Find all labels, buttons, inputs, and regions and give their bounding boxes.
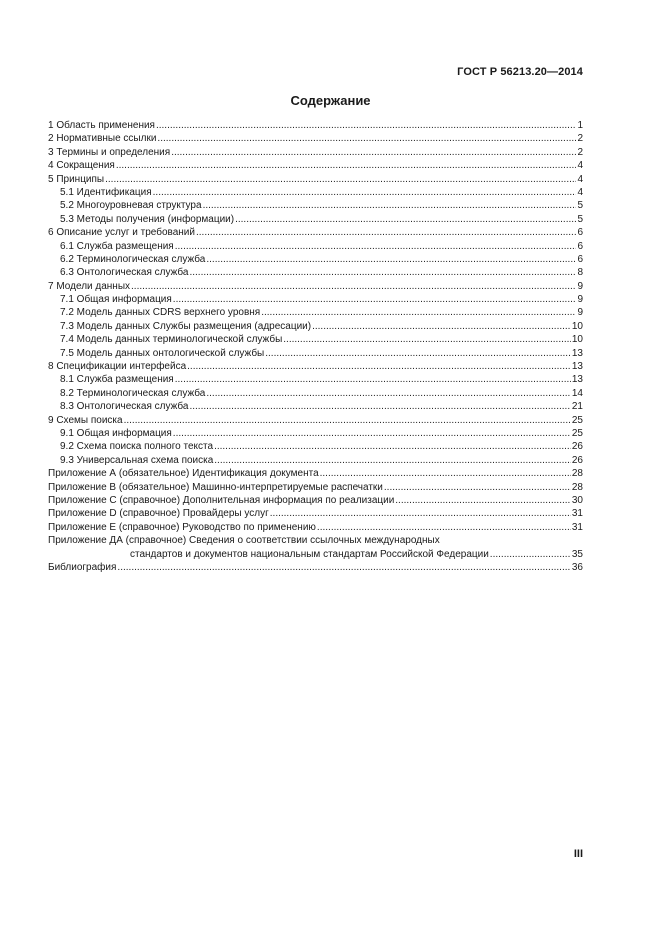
toc-entry xyxy=(48,173,583,186)
dot-leader xyxy=(131,280,576,293)
toc-entry-text: 8.1 Служба размещения xyxy=(60,374,174,386)
toc-entry xyxy=(48,440,583,453)
table-of-contents xyxy=(48,119,583,574)
toc-entry xyxy=(48,333,583,346)
dot-leader xyxy=(312,320,571,333)
toc-entry-page: 30 xyxy=(571,494,583,506)
toc-entry-text: 6.1 Служба размещения xyxy=(60,240,174,252)
toc-entry-page: 13 xyxy=(571,374,583,386)
toc-entry-page: 2 xyxy=(577,133,583,145)
toc-entry-text: 7.4 Модель данных терминологической службы xyxy=(60,334,283,346)
dot-leader xyxy=(317,521,571,534)
toc-entry-text: 7.5 Модель данных онтологической службы xyxy=(60,347,265,359)
toc-entry-annex-da-line2 xyxy=(48,548,583,561)
toc-entry-text: 6.2 Терминологическая служба xyxy=(60,253,206,265)
toc-entry xyxy=(48,132,583,145)
dot-leader xyxy=(196,226,576,239)
dot-leader xyxy=(214,440,571,453)
dot-leader xyxy=(214,454,571,467)
toc-entry xyxy=(48,481,583,494)
toc-entry-page: 28 xyxy=(571,481,583,493)
toc-entry-page: 26 xyxy=(571,441,583,453)
toc-entry-page: 35 xyxy=(571,548,583,560)
toc-entry-page: 13 xyxy=(571,347,583,359)
toc-entry xyxy=(48,253,583,266)
toc-entry-page: 5 xyxy=(577,213,583,225)
dot-leader xyxy=(173,293,577,306)
toc-entry-text: Приложение А (обязательное) Идентификация документа xyxy=(48,468,319,480)
toc-entry-page: 6 xyxy=(577,240,583,252)
toc-entry-text: 6.3 Онтологическая служба xyxy=(60,267,189,279)
toc-entry-text: Приложение Е (справочное) Руководство по применению xyxy=(48,521,316,533)
toc-entry-page: 13 xyxy=(571,361,583,373)
page-number: III xyxy=(573,848,583,860)
toc-entry-page: 31 xyxy=(571,521,583,533)
toc-entry-page: 4 xyxy=(577,186,583,198)
toc-entry xyxy=(48,494,583,507)
toc-entry-page: 31 xyxy=(571,508,583,520)
toc-entry-page: 4 xyxy=(577,173,583,185)
dot-leader xyxy=(157,132,576,145)
toc-entry-text: Библиография xyxy=(48,561,117,573)
toc-entry-page: 21 xyxy=(571,401,583,413)
toc-entry xyxy=(48,146,583,159)
toc-entry-text: 5.2 Многоуровневая структура xyxy=(60,200,202,212)
dot-leader xyxy=(171,146,576,159)
dot-leader xyxy=(235,213,576,226)
toc-entry-text: 5.3 Методы получения (информации) xyxy=(60,213,235,225)
toc-entry xyxy=(48,454,583,467)
toc-entry xyxy=(48,119,583,132)
toc-entry-text: 8.2 Терминологическая служба xyxy=(60,387,206,399)
dot-leader xyxy=(124,414,571,427)
toc-entry-text: 7.2 Модель данных CDRS верхнего уровня xyxy=(60,307,261,319)
dot-leader xyxy=(270,507,571,520)
toc-entry xyxy=(48,213,583,226)
dot-leader xyxy=(156,119,576,132)
toc-entry-page: 28 xyxy=(571,468,583,480)
toc-entry xyxy=(48,186,583,199)
toc-entry-page: 36 xyxy=(571,561,583,573)
toc-entry xyxy=(48,387,583,400)
document-code: ГОСТ Р 56213.20—2014 xyxy=(457,66,583,78)
toc-entry xyxy=(48,199,583,212)
toc-entry xyxy=(48,347,583,360)
toc-entry-page: 4 xyxy=(577,160,583,172)
toc-entry-page: 26 xyxy=(571,454,583,466)
dot-leader xyxy=(206,387,571,400)
dot-leader xyxy=(206,253,576,266)
dot-leader xyxy=(261,306,576,319)
toc-entry-text: 6 Описание услуг и требований xyxy=(48,227,195,239)
dot-leader xyxy=(189,266,576,279)
dot-leader xyxy=(117,561,570,574)
toc-entry xyxy=(48,467,583,480)
toc-entry-text: 3 Термины и определения xyxy=(48,146,171,158)
toc-entry xyxy=(48,280,583,293)
toc-entry-page: 9 xyxy=(577,307,583,319)
toc-entry-page: 9 xyxy=(577,280,583,292)
toc-entry-bibliography xyxy=(48,561,583,574)
toc-entry-text: 8.3 Онтологическая служба xyxy=(60,401,189,413)
toc-entry-page: 6 xyxy=(577,227,583,239)
toc-entry xyxy=(48,360,583,373)
toc-entry-page: 9 xyxy=(577,294,583,306)
toc-entry xyxy=(48,306,583,319)
toc-entry-page: 25 xyxy=(571,427,583,439)
toc-entry-page: 14 xyxy=(571,387,583,399)
toc-entry-text: 5.1 Идентификация xyxy=(60,186,152,198)
toc-entry-text: 2 Нормативные ссылки xyxy=(48,133,157,145)
toc-entry-page: 5 xyxy=(577,200,583,212)
toc-entry-text: 9.1 Общая информация xyxy=(60,427,172,439)
toc-entry-text: Приложение В (обязательное) Машинно-интерпретируемые распечатки xyxy=(48,481,383,493)
toc-entry-page: 1 xyxy=(577,120,583,131)
dot-leader xyxy=(173,427,571,440)
dot-leader xyxy=(283,333,571,346)
toc-entry-text: стандартов и документов национальным стандартам Российской Федерации xyxy=(130,548,489,560)
dot-leader xyxy=(105,173,576,186)
toc-entry-page: 10 xyxy=(571,320,583,332)
dot-leader xyxy=(395,494,571,507)
toc-entry-text: 9.3 Универсальная схема поиска xyxy=(60,454,214,466)
toc-entry-page: 10 xyxy=(571,334,583,346)
dot-leader xyxy=(187,360,571,373)
toc-entry-page: 6 xyxy=(577,253,583,265)
toc-entry xyxy=(48,507,583,520)
dot-leader xyxy=(384,481,571,494)
toc-title: Содержание xyxy=(290,93,371,108)
toc-entry-text: 1 Область применения xyxy=(48,120,155,131)
toc-entry-annex-da-line1 xyxy=(48,534,583,547)
toc-entry-text: Приложение D (справочное) Провайдеры услуг xyxy=(48,508,269,520)
toc-entry xyxy=(48,240,583,253)
dot-leader xyxy=(320,467,571,480)
toc-entry-page: 8 xyxy=(577,267,583,279)
toc-entry-text: 5 Принципы xyxy=(48,173,105,185)
toc-entry-page: 25 xyxy=(571,414,583,426)
toc-entry xyxy=(48,226,583,239)
dot-leader xyxy=(175,240,577,253)
toc-entry xyxy=(48,266,583,279)
toc-entry xyxy=(48,400,583,413)
toc-entry-text: 4 Сокращения xyxy=(48,160,115,172)
dot-leader xyxy=(189,400,570,413)
toc-entry xyxy=(48,427,583,440)
toc-entry xyxy=(48,414,583,427)
toc-entry-text: 8 Спецификации интерфейса xyxy=(48,361,187,373)
dot-leader xyxy=(203,199,577,212)
dot-leader xyxy=(490,548,571,561)
toc-entry-text: 7.3 Модель данных Службы размещения (адресации) xyxy=(60,320,312,332)
toc-entry-page: 2 xyxy=(577,146,583,158)
dot-leader xyxy=(265,347,571,360)
toc-entry xyxy=(48,521,583,534)
toc-entry xyxy=(48,293,583,306)
toc-entry-text: 7.1 Общая информация xyxy=(60,294,172,306)
toc-entry-text: 9.2 Схема поиска полного текста xyxy=(60,441,214,453)
toc-entry-text: 7 Модели данных xyxy=(48,280,131,292)
toc-entry-text: 9 Схемы поиска xyxy=(48,414,123,426)
dot-leader xyxy=(153,186,577,199)
toc-entry-text: Приложение ДА (справочное) Сведения о соответствии ссылочных международных xyxy=(48,535,440,547)
dot-leader xyxy=(175,373,571,386)
dot-leader xyxy=(116,159,577,172)
toc-entry xyxy=(48,373,583,386)
toc-entry xyxy=(48,159,583,172)
toc-entry xyxy=(48,320,583,333)
toc-entry-text: Приложение С (справочное) Дополнительная информация по реализации xyxy=(48,494,395,506)
